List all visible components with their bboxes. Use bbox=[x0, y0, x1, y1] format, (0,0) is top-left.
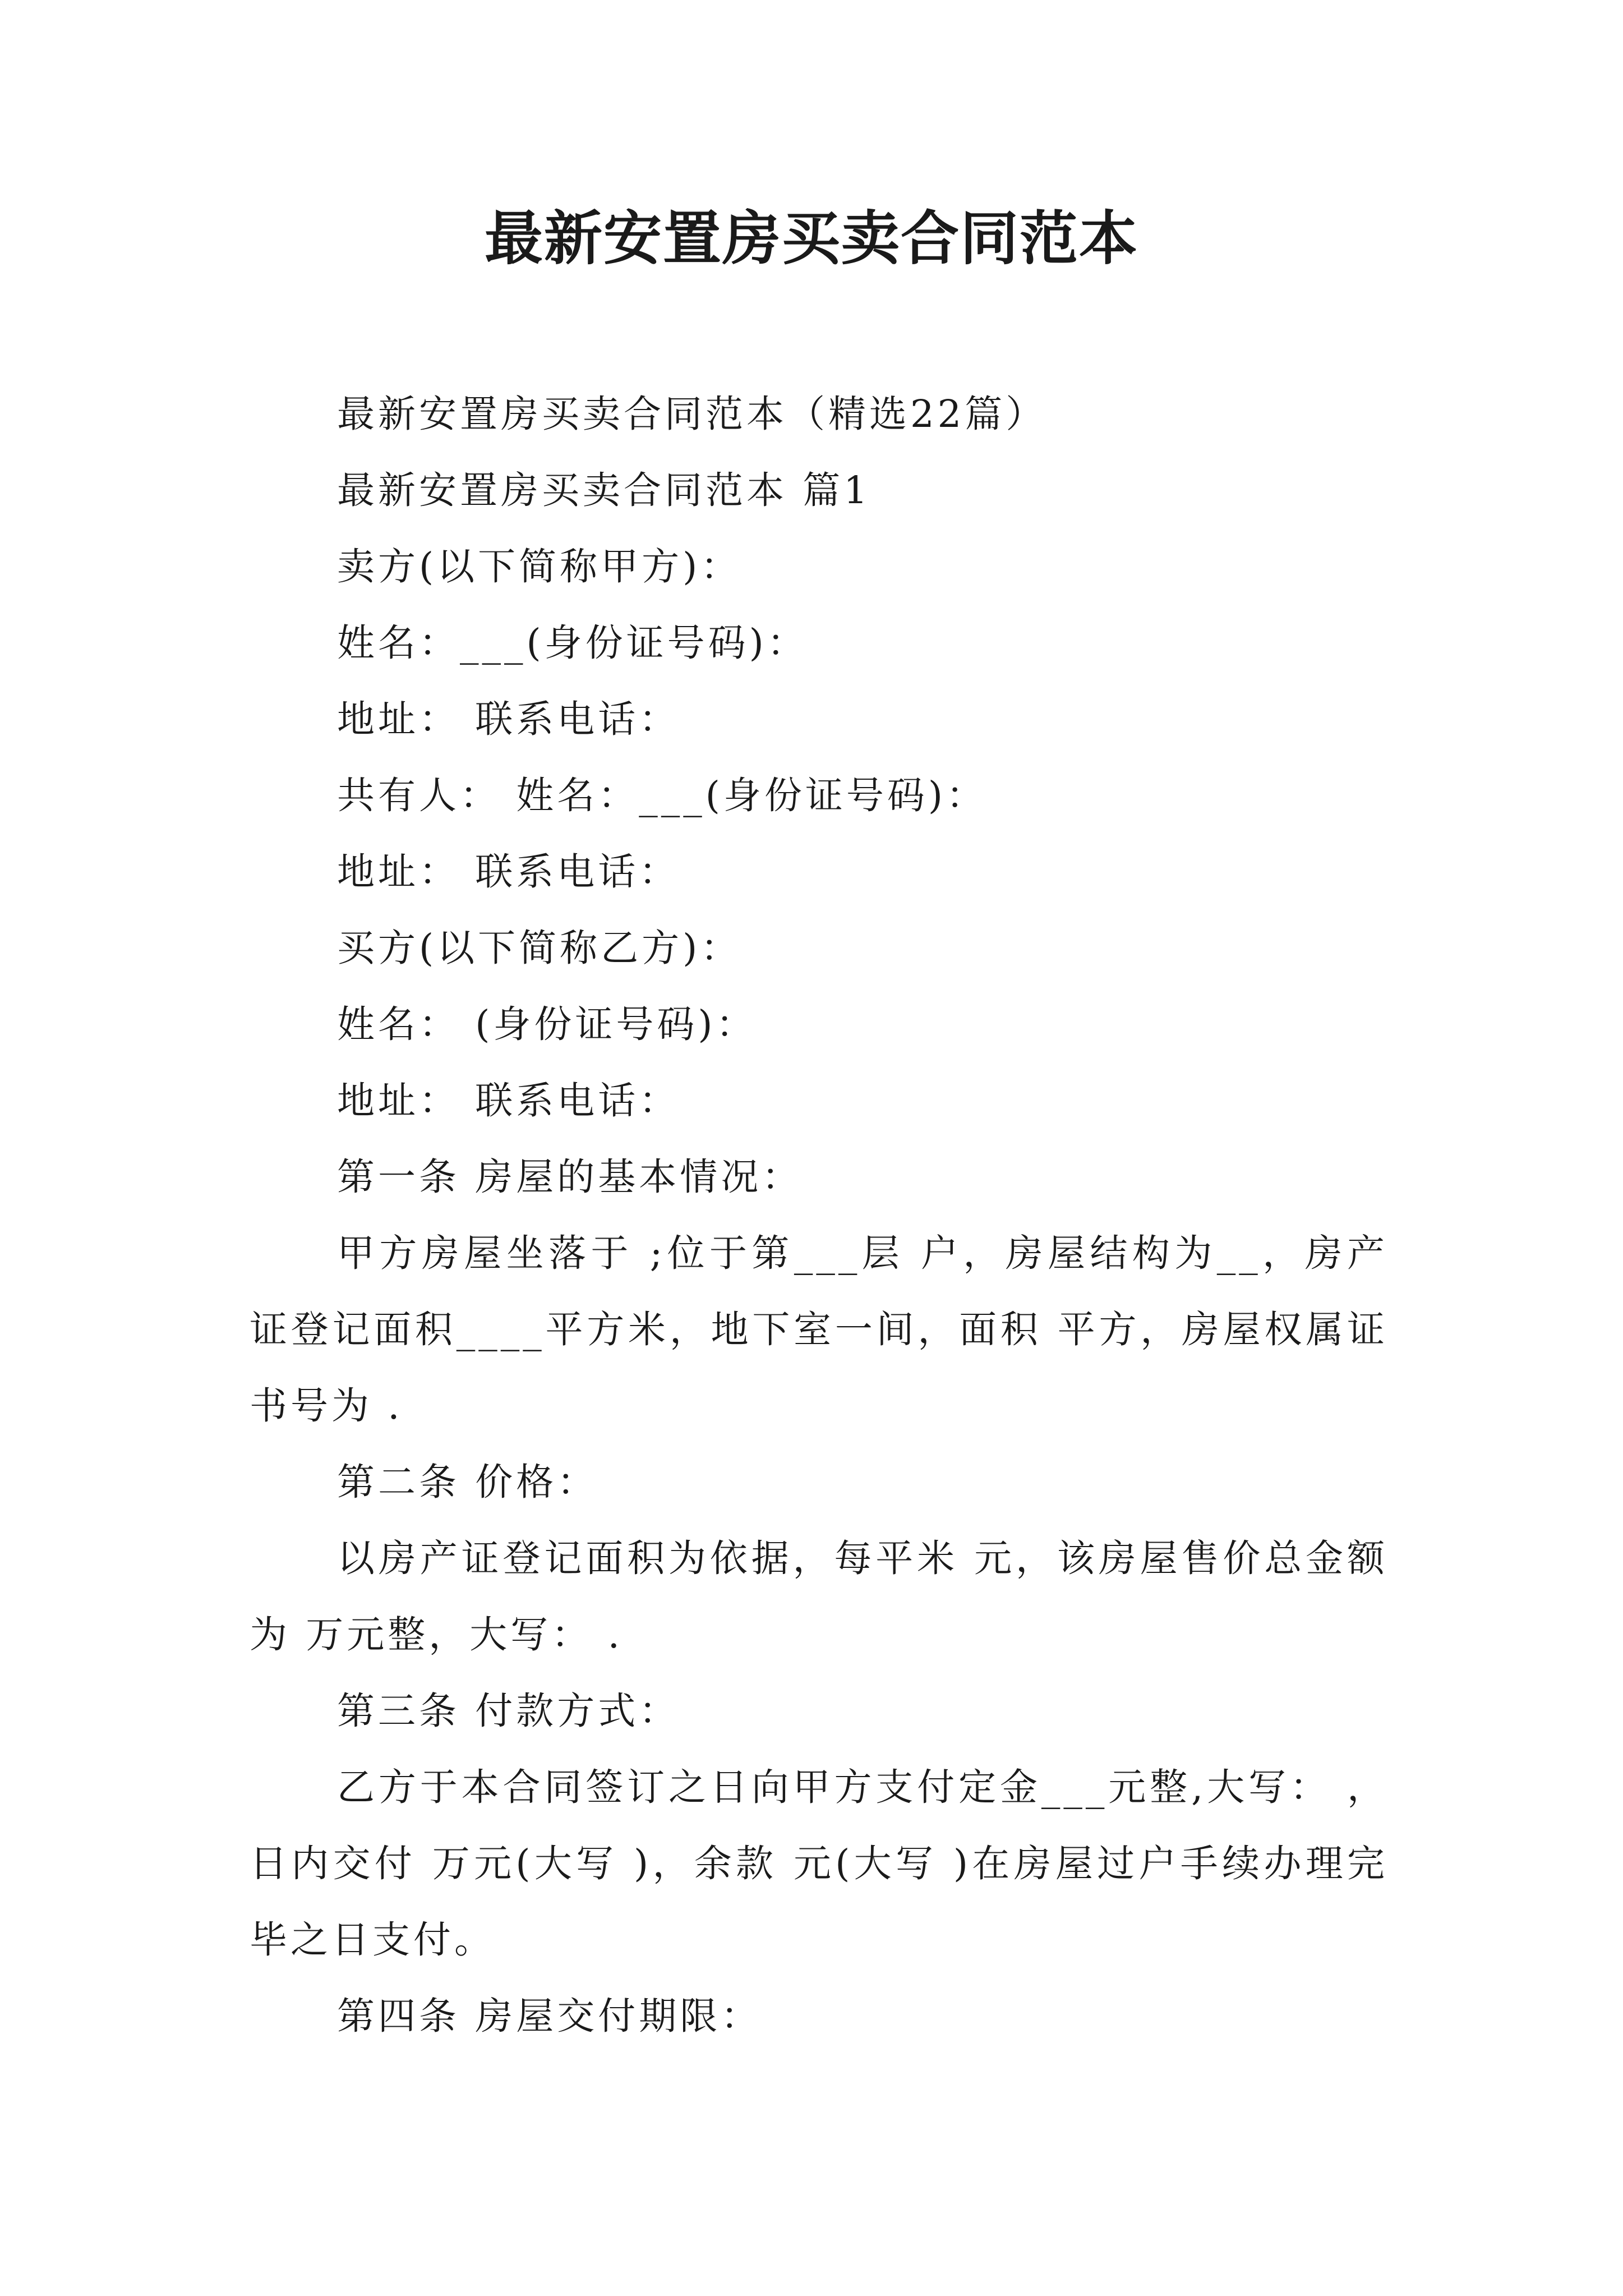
article-2-heading: 第二条 价格： bbox=[337, 1460, 598, 1504]
co-owner-address-line: 地址： 联系电话： bbox=[337, 850, 680, 894]
article-3-heading: 第三条 付款方式： bbox=[337, 1689, 680, 1733]
section-heading: 最新安置房买卖合同范本 篇1 bbox=[337, 468, 871, 512]
buyer-name-line: 姓名： (身份证号码)： bbox=[337, 1002, 757, 1046]
co-owner-line: 共有人： 姓名：___(身份证号码)： bbox=[337, 774, 988, 817]
subtitle-line: 最新安置房买卖合同范本（精选22篇） bbox=[337, 392, 1047, 436]
buyer-line: 买方(以下简称乙方)： bbox=[337, 926, 742, 970]
seller-line: 卖方(以下简称甲方)： bbox=[337, 545, 742, 588]
document-body bbox=[250, 376, 1388, 2054]
seller-address-line: 地址： 联系电话： bbox=[337, 697, 680, 741]
article-1-body: 甲方房屋坐落于 ;位于第___层 户，房屋结构为__，房产证登记面积____平方米，地下室一间，面积 平方，房屋权属证书号为 . bbox=[250, 1231, 1388, 1428]
buyer-address-line: 地址： 联系电话： bbox=[337, 1079, 680, 1122]
document-title: 最新安置房买卖合同范本 bbox=[484, 204, 1138, 273]
article-1-heading: 第一条 房屋的基本情况： bbox=[337, 1155, 803, 1199]
article-4-heading: 第四条 房屋交付期限： bbox=[337, 1994, 762, 2038]
article-2-body: 以房产证登记面积为依据，每平米 元，该房屋售价总金额为 万元整，大写： . bbox=[250, 1536, 1388, 1657]
article-3-body: 乙方于本合同签订之日向甲方支付定金___元整,大写： ，日内交付 万元(大写 )，余款 元(大写 )在房屋过户手续办理完毕之日支付。 bbox=[250, 1765, 1388, 1962]
seller-name-line: 姓名：___(身份证号码)： bbox=[337, 621, 808, 665]
